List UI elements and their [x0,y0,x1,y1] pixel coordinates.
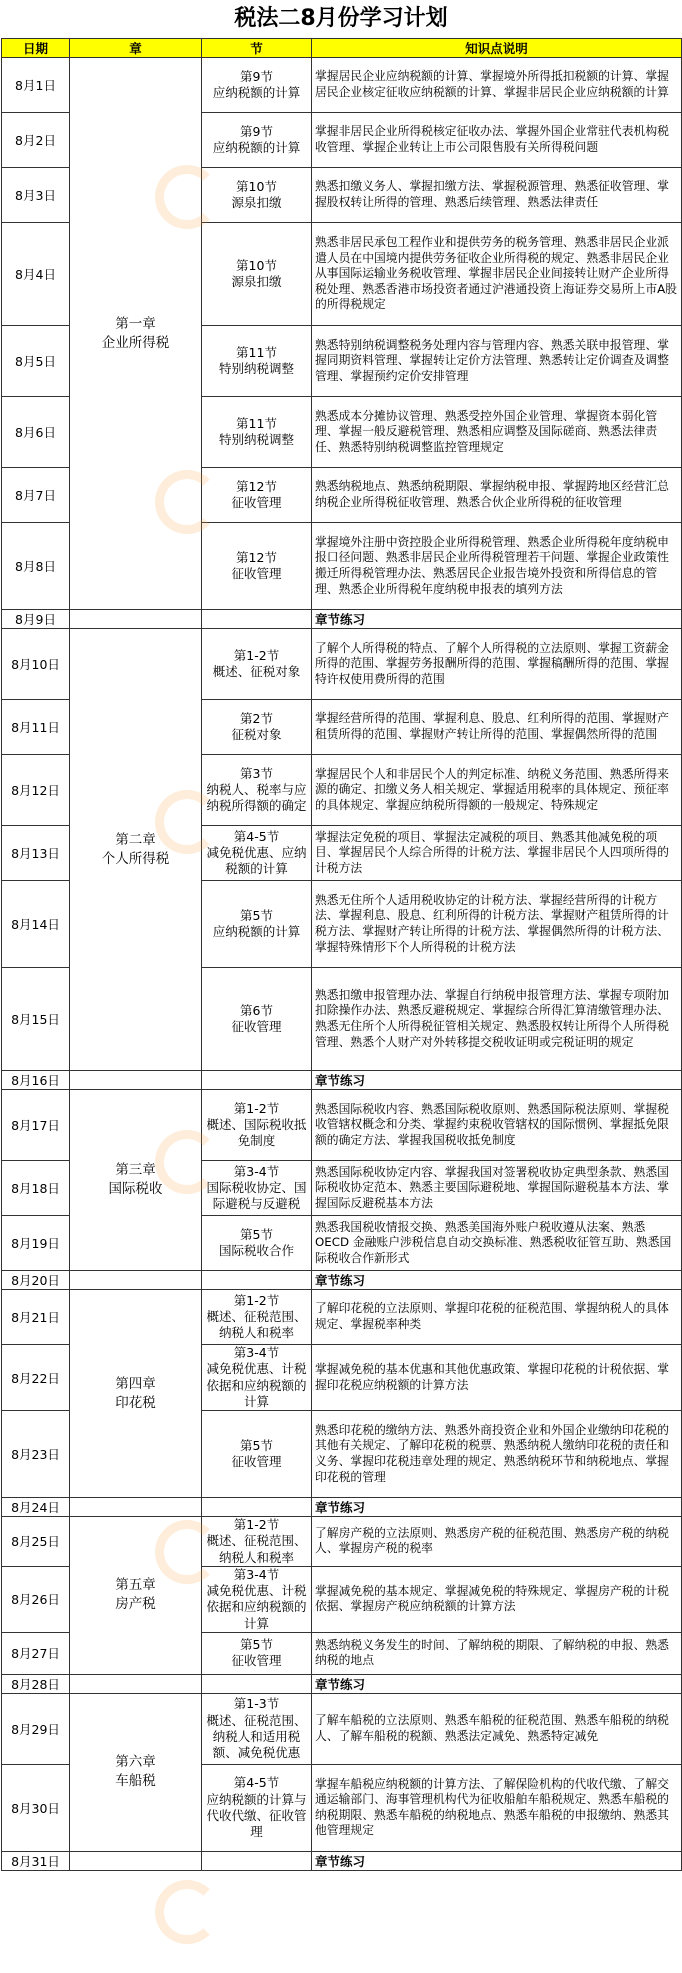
section-cell [202,881,312,968]
knowledge-cell: 熟悉纳税地点、熟悉纳税期限、掌握纳税申报、掌握跨地区经营汇总纳税企业所得税征收管理、熟悉合伙企业所得税的征收管理 [312,468,682,523]
date-cell: 8月10日 [2,629,70,700]
section-cell [202,1216,312,1271]
section-cell [202,1517,312,1567]
empty-cell [202,1271,312,1290]
section-cell [202,223,312,326]
knowledge-cell: 掌握减免税的基本优惠和其他优惠政策、掌握印花税的计税依据、掌握印花税应纳税额的计算方法 [312,1345,682,1411]
practice-label: 章节练习 [312,1498,682,1517]
empty-cell [202,1674,312,1693]
date-cell: 8月19日 [2,1216,70,1271]
date-cell: 8月20日 [2,1271,70,1290]
date-cell: 8月13日 [2,826,70,881]
section-label: 第5节 征收管理 [231,1437,282,1469]
date-cell: 8月12日 [2,755,70,826]
empty-cell [202,1071,312,1090]
section-cell [202,468,312,523]
empty-cell [202,610,312,629]
date-cell: 8月16日 [2,1071,70,1090]
practice-label: 章节练习 [312,610,682,629]
section-label: 第4-5节 减免税优惠、应纳税额的计算 [206,828,307,877]
practice-row [2,1851,682,1870]
section-label: 第9节 应纳税额的计算 [212,123,301,155]
knowledge-cell: 熟悉扣缴义务人、掌握扣缴方法、掌握税源管理、熟悉征收管理、掌握股权转让所得的管理、熟悉后续管理、熟悉法律责任 [312,168,682,223]
date-cell: 8月14日 [2,881,70,968]
date-cell: 8月11日 [2,700,70,755]
page-title: 税法二8月份学习计划 [234,6,448,31]
section-label: 第4-5节 应纳税额的计算与代收代缴、征收管理 [206,1775,307,1839]
date-cell: 8月5日 [2,326,70,397]
section-cell [202,1566,312,1632]
knowledge-cell: 了解车船税的立法原则、熟悉车船税的征税范围、熟悉车船税的纳税人、了解车船税的税额、熟悉法定减免、熟悉特定减免 [312,1693,682,1764]
section-cell [202,1632,312,1674]
date-cell: 8月22日 [2,1345,70,1411]
date-cell: 8月23日 [2,1411,70,1498]
knowledge-cell: 熟悉特别纳税调整税务处理内容与管理内容、熟悉关联申报管理、掌握同期资料管理、掌握转让定价方法管理、熟悉转让定价调查及调整管理、掌握预约定价安排管理 [312,326,682,397]
section-label: 第11节 特别纳税调整 [218,415,294,447]
chapter-3-name: 第三章 国际税收 [108,1162,163,1197]
section-cell [202,1693,312,1764]
section-cell [202,58,312,113]
practice-row [2,1498,682,1517]
date-cell: 8月15日 [2,968,70,1071]
section-cell [202,700,312,755]
knowledge-cell: 熟悉非居民承包工程作业和提供劳务的税务管理、熟悉非居民企业派遣人员在中国境内提供劳务征收企业所得税的规定、熟悉非居民企业从事国际运输业务税收管理、掌握非居民企业间接转让财产企业所得税处理、熟悉香港市场投资者通过沪港通投资上海证券交易所上市A股的所得税规定 [312,223,682,326]
empty-cell [70,610,202,629]
section-cell [202,629,312,700]
section-label: 第9节 应纳税额的计算 [212,68,301,100]
date-cell: 8月25日 [2,1517,70,1567]
header-knowledge: 知识点说明 [312,39,682,58]
knowledge-cell: 了解房产税的立法原则、熟悉房产税的征税范围、熟悉房产税的纳税人、掌握房产税的税率 [312,1517,682,1567]
empty-cell [202,1851,312,1870]
section-cell [202,1161,312,1216]
date-cell: 8月3日 [2,168,70,223]
section-label: 第6节 征收管理 [231,1002,282,1034]
date-cell: 8月27日 [2,1632,70,1674]
knowledge-cell: 熟悉印花税的缴纳方法、熟悉外商投资企业和外国企业缴纳印花税的其他有关规定、了解印花税的税票、熟悉纳税人缴纳印花税的责任和义务、掌握印花税违章处理的规定、熟悉纳税环节和纳税地点、掌握印花税的管理 [312,1411,682,1498]
section-label: 第2节 征税对象 [231,710,282,742]
date-cell: 8月6日 [2,397,70,468]
header-date: 日期 [2,39,70,58]
table-row [2,58,682,113]
date-cell: 8月8日 [2,523,70,610]
chapter-2-name: 第二章 个人所得税 [101,831,170,867]
practice-label: 章节练习 [312,1071,682,1090]
date-cell: 8月24日 [2,1498,70,1517]
knowledge-cell: 熟悉无住所个人适用税收协定的计税方法、掌握经营所得的计税方法、掌握利息、股息、红利所得的计税方法、掌握财产租赁所得的计税方法、掌握财产转让所得的计税方法、掌握偶然所得的计税方法、掌握特殊情形下个人所得税的计税方法 [312,881,682,968]
chapter-6-name: 第六章 车船税 [115,1754,156,1790]
knowledge-cell: 熟悉扣缴申报管理办法、掌握自行纳税申报管理方法、掌握专项附加扣除操作办法、熟悉反避税规定、掌握综合所得汇算清缴管理办法、熟悉无住所个人所得税征管相关规定、熟悉股权转让所得个人所得税管理、熟悉个人财产对外转移提交税收证明或完税证明的规定 [312,968,682,1071]
header-chapter: 章 [70,39,202,58]
section-label: 第11节 特别纳税调整 [218,344,294,376]
date-cell: 8月17日 [2,1090,70,1161]
knowledge-cell: 掌握境外注册中资控股企业所得税管理、熟悉企业所得税年度纳税申报口径问题、熟悉非居民企业所得税管理若干问题、掌握企业政策性搬迁所得税管理办法、熟悉居民企业报告境外投资和所得信息的管理、熟悉企业所得税年度纳税申报表的填列方法 [312,523,682,610]
empty-cell [70,1498,202,1517]
practice-label: 章节练习 [312,1271,682,1290]
section-label: 第12节 征收管理 [231,478,282,510]
section-cell [202,968,312,1071]
knowledge-cell: 熟悉我国税收情报交换、熟悉美国海外账户税收遵从法案、熟悉 OECD 金融账户涉税信息自动交换标准、熟悉税收征管互助、熟悉国际税收合作新形式 [312,1216,682,1271]
knowledge-cell: 掌握车船税应纳税额的计算方法、了解保险机构的代收代缴、了解交通运输部门、海事管理机构代为征收船舶车船税规定、熟悉车船税的纳税期限、熟悉车船税的纳税地点、熟悉车船税的申报缴纳、熟悉其他管理规定 [312,1764,682,1851]
chapter-cell [70,629,202,1071]
practice-label: 章节练习 [312,1851,682,1870]
chapter-cell [70,1693,202,1851]
empty-cell [70,1271,202,1290]
table-row [2,1517,682,1567]
section-label: 第3-4节 国际税收协定、国际避税与反避税 [206,1163,307,1212]
section-label: 第10节 源泉扣缴 [231,178,282,210]
header-row [2,39,682,58]
section-cell [202,523,312,610]
section-label: 第3-4节 减免税优惠、计税依据和应纳税额的计算 [206,1345,307,1409]
knowledge-cell: 了解印花税的立法原则、掌握印花税的征税范围、掌握纳税人的具体规定、掌握税率种类 [312,1290,682,1345]
empty-cell [70,1851,202,1870]
date-cell: 8月21日 [2,1290,70,1345]
knowledge-cell: 掌握经营所得的范围、掌握利息、股息、红利所得的范围、掌握财产租赁所得的范围、掌握财产转让所得的范围、掌握偶然所得的范围 [312,700,682,755]
date-cell: 8月26日 [2,1566,70,1632]
section-label: 第12节 征收管理 [231,549,282,581]
knowledge-cell: 掌握减免税的基本规定、掌握减免税的特殊规定、掌握房产税的计税依据、掌握房产税应纳税额的计算方法 [312,1566,682,1632]
table-row [2,629,682,700]
chapter-4-name: 第四章 印花税 [115,1375,156,1411]
practice-row [2,1071,682,1090]
table-row [2,1290,682,1345]
practice-row [2,610,682,629]
section-label: 第5节 应纳税额的计算 [212,907,301,939]
section-cell [202,168,312,223]
knowledge-cell: 了解个人所得税的特点、了解个人所得税的立法原则、掌握工资薪金所得的范围、掌握劳务报酬所得的范围、掌握稿酬所得的范围、掌握特许权使用费所得的范围 [312,629,682,700]
date-cell: 8月30日 [2,1764,70,1851]
section-cell [202,397,312,468]
chapter-cell [70,1290,202,1498]
header-section: 节 [202,39,312,58]
section-label: 第10节 源泉扣缴 [231,257,282,289]
table-row [2,1090,682,1161]
date-cell: 8月31日 [2,1851,70,1870]
chapter-5-name: 第五章 房产税 [115,1577,156,1613]
section-label: 第3节 纳税人、税率与应纳税所得额的确定 [206,765,307,814]
chapter-1-name: 第一章 企业所得税 [101,315,170,351]
chapter-cell [70,58,202,610]
knowledge-cell: 熟悉成本分摊协议管理、熟悉受控外国企业管理、掌握资本弱化管理、掌握一般反避税管理、熟悉相应调整及国际磋商、熟悉法律责任、熟悉特别纳税调整监控管理规定 [312,397,682,468]
knowledge-cell: 熟悉纳税义务发生的时间、了解纳税的期限、了解纳税的申报、熟悉纳税的地点 [312,1632,682,1674]
section-cell [202,826,312,881]
section-cell [202,1764,312,1851]
section-label: 第1-3节 概述、征税范围、纳税人和适用税额、减免税优惠 [206,1696,307,1760]
date-cell: 8月18日 [2,1161,70,1216]
section-label: 第1-2节 概述、征税对象 [212,647,301,679]
date-cell: 8月29日 [2,1693,70,1764]
practice-label: 章节练习 [312,1674,682,1693]
knowledge-cell: 掌握法定免税的项目、掌握法定减税的项目、熟悉其他减免税的项目、掌握居民个人综合所得的计税方法、掌握非居民个人四项所得的计税方法 [312,826,682,881]
section-cell [202,1290,312,1345]
empty-cell [202,1498,312,1517]
section-label: 第5节 国际税收合作 [218,1226,294,1258]
empty-cell [70,1674,202,1693]
date-cell: 8月7日 [2,468,70,523]
section-cell [202,326,312,397]
date-cell: 8月2日 [2,113,70,168]
date-cell: 8月9日 [2,610,70,629]
practice-row [2,1674,682,1693]
date-cell: 8月1日 [2,58,70,113]
section-cell [202,1345,312,1411]
section-label: 第1-2节 概述、征税范围、纳税人和税率 [206,1517,307,1565]
chapter-cell [70,1517,202,1675]
knowledge-cell: 熟悉国际税收协定内容、掌握我国对签署税收协定典型条款、熟悉国际税收协定范本、熟悉主要国际避税地、掌握国际避税基本方法、掌握国际反避税基本方法 [312,1161,682,1216]
practice-row [2,1271,682,1290]
section-label: 第3-4节 减免税优惠、计税依据和应纳税额的计算 [206,1566,307,1631]
knowledge-cell: 掌握居民个人和非居民个人的判定标准、纳税义务范围、熟悉所得来源的确定、扣缴义务人相关规定、掌握适用税率的具体规定、预征率的具体规定、掌握应纳税所得额的一般规定、特殊规定 [312,755,682,826]
watermark-logo-icon [155,1880,219,1944]
date-cell: 8月28日 [2,1674,70,1693]
empty-cell [70,1071,202,1090]
section-cell [202,1090,312,1161]
section-cell [202,1411,312,1498]
knowledge-cell: 熟悉国际税收内容、熟悉国际税收原则、熟悉国际税法原则、掌握税收管辖权概念和分类、掌握约束税收管辖权的国际惯例、掌握抵免限额的确定方法、掌握我国税收抵免制度 [312,1090,682,1161]
table-row [2,1693,682,1764]
section-label: 第5节 征收管理 [231,1637,282,1669]
section-label: 第1-2节 概述、征税范围、纳税人和税率 [206,1292,307,1341]
knowledge-cell: 掌握非居民企业所得税核定征收办法、掌握外国企业常驻代表机构税收管理、掌握企业转让上市公司限售股有关所得税问题 [312,113,682,168]
section-label: 第1-2节 概述、国际税收抵免制度 [206,1100,307,1149]
section-cell [202,755,312,826]
knowledge-cell: 掌握居民企业应纳税额的计算、掌握境外所得抵扣税额的计算、掌握居民企业核定征收应纳税额的计算、掌握非居民企业应纳税额的计算 [312,58,682,113]
study-plan-table [1,38,682,1871]
date-cell: 8月4日 [2,223,70,326]
section-cell [202,113,312,168]
chapter-cell [70,1090,202,1271]
